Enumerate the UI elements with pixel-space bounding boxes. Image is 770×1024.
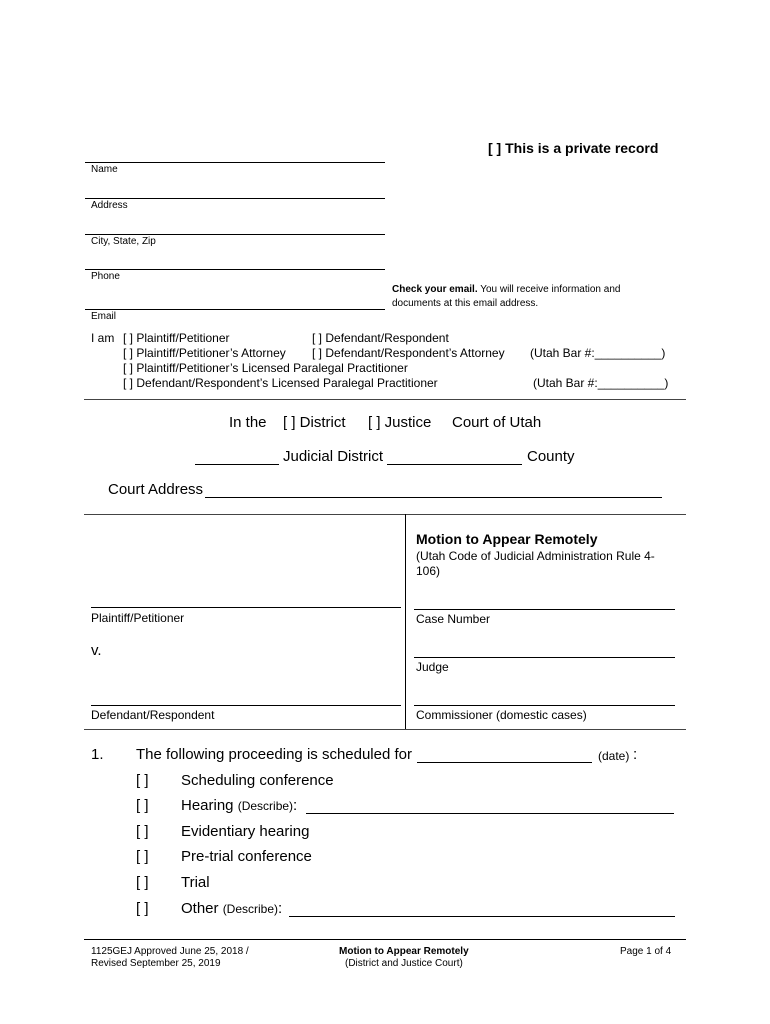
hearing-colon: :	[293, 797, 298, 814]
plaintiff-checkbox[interactable]: [ ]	[123, 331, 134, 345]
hearing-checkbox[interactable]: [ ]	[136, 797, 149, 814]
email-label: Email	[91, 311, 117, 322]
plaintiff-caption-label: Plaintiff/Petitioner	[91, 611, 185, 625]
defendant-caption-label: Defendant/Respondent	[91, 708, 215, 722]
caption-center-divider	[405, 514, 406, 729]
date-colon: :	[633, 746, 638, 763]
utah-bar-number-field[interactable]: (Utah Bar #:__________)	[530, 346, 666, 360]
judicial-district-label: Judicial District	[283, 448, 384, 465]
court-address-label: Court Address	[108, 481, 204, 498]
defendant-attorney-label: Defendant/Respondent’s Attorney	[325, 346, 505, 360]
pre-trial-conference-checkbox[interactable]: [ ]	[136, 848, 149, 865]
defendant-attorney-checkbox[interactable]: [ ]	[312, 346, 323, 360]
email-notice	[392, 284, 620, 295]
other-label-text: Other	[181, 900, 219, 917]
footer-form-number: 1125GEJ Approved June 25, 2018 /	[91, 946, 249, 957]
commissioner-label: Commissioner (domestic cases)	[416, 708, 587, 722]
i-am-row	[312, 346, 505, 360]
defendant-lpp-checkbox[interactable]: [ ]	[123, 376, 134, 390]
defendant-lpp-label: Defendant/Respondent’s Licensed Paralegal Practitioner	[136, 376, 438, 390]
other-colon: :	[278, 900, 283, 917]
motion-title: Motion to Appear Remotely	[416, 531, 598, 547]
motion-subtitle-line2: 106)	[416, 564, 441, 578]
plaintiff-attorney-label: Plaintiff/Petitioner’s Attorney	[136, 346, 286, 360]
i-am-row	[123, 361, 408, 375]
hearing-label	[181, 797, 297, 814]
plaintiff-name-line[interactable]	[91, 607, 401, 608]
defendant-checkbox[interactable]: [ ]	[312, 331, 323, 345]
footer-revision-date: Revised September 25, 2019	[91, 958, 221, 969]
address-line[interactable]	[85, 198, 385, 199]
date-field[interactable]	[417, 762, 592, 763]
district-checkbox[interactable]: [ ] District	[283, 414, 346, 431]
case-number-field[interactable]	[414, 609, 675, 610]
item1-text: The following proceeding is scheduled for	[136, 746, 412, 763]
hearing-description-field[interactable]	[306, 813, 674, 814]
utah-bar-number-field-lpp[interactable]: (Utah Bar #:__________)	[533, 376, 669, 390]
i-am-row	[123, 331, 230, 345]
city-state-zip-label: City, State, Zip	[91, 236, 156, 247]
other-label	[181, 900, 282, 917]
trial-checkbox[interactable]: [ ]	[136, 874, 149, 891]
i-am-row	[123, 376, 438, 390]
scheduling-conference-label: Scheduling conference	[181, 772, 334, 789]
justice-checkbox[interactable]: [ ] Justice	[368, 414, 432, 431]
date-label: (date)	[598, 749, 630, 763]
city-state-zip-line[interactable]	[85, 234, 385, 235]
other-description-field[interactable]	[289, 916, 675, 917]
county-field[interactable]	[387, 464, 522, 465]
defendant-label: Defendant/Respondent	[325, 331, 449, 345]
name-line[interactable]	[85, 162, 385, 163]
phone-line[interactable]	[85, 269, 385, 270]
motion-subtitle-line1: (Utah Code of Judicial Administration Rule 4-	[416, 549, 655, 563]
judge-field[interactable]	[414, 657, 675, 658]
case-number-label: Case Number	[416, 612, 491, 626]
court-address-field[interactable]	[205, 497, 662, 498]
court-of-utah-label: Court of Utah	[452, 414, 542, 431]
email-notice-text: You will receive information and	[477, 284, 621, 295]
trial-label: Trial	[181, 874, 210, 891]
scheduling-conference-checkbox[interactable]: [ ]	[136, 772, 149, 789]
email-notice-line2: documents at this email address.	[392, 298, 539, 309]
address-label: Address	[91, 200, 128, 211]
item-number: 1.	[91, 746, 104, 763]
email-notice-bold: Check your email.	[392, 284, 478, 295]
section-divider	[84, 399, 686, 400]
plaintiff-attorney-checkbox[interactable]: [ ]	[123, 346, 134, 360]
evidentiary-hearing-checkbox[interactable]: [ ]	[136, 823, 149, 840]
private-record-checkbox[interactable]: [ ] This is a private record	[488, 140, 659, 156]
evidentiary-hearing-label: Evidentiary hearing	[181, 823, 310, 840]
i-am-row	[123, 346, 286, 360]
i-am-row	[312, 331, 449, 345]
caption-top-border	[84, 514, 686, 515]
name-label: Name	[91, 164, 118, 175]
i-am-label: I am	[91, 331, 115, 345]
footer-divider	[84, 939, 686, 940]
county-label: County	[527, 448, 575, 465]
phone-label: Phone	[91, 271, 120, 282]
email-line[interactable]	[85, 309, 385, 310]
footer-title: Motion to Appear Remotely	[339, 946, 469, 957]
plaintiff-label: Plaintiff/Petitioner	[136, 331, 230, 345]
plaintiff-lpp-checkbox[interactable]: [ ]	[123, 361, 134, 375]
footer-page-number: Page 1 of 4	[620, 946, 672, 957]
judge-label: Judge	[416, 660, 449, 674]
footer-subtitle: (District and Justice Court)	[345, 958, 463, 969]
versus-label: v.	[91, 642, 102, 659]
judicial-district-field[interactable]	[195, 464, 279, 465]
hearing-label-text: Hearing	[181, 797, 234, 814]
defendant-name-line[interactable]	[91, 705, 401, 706]
caption-bottom-border	[84, 729, 686, 730]
pre-trial-conference-label: Pre-trial conference	[181, 848, 312, 865]
hearing-describe: (Describe)	[237, 799, 294, 813]
in-the-label: In the	[229, 414, 267, 431]
other-describe: (Describe)	[222, 902, 279, 916]
plaintiff-lpp-label: Plaintiff/Petitioner’s Licensed Paralegal Practitioner	[136, 361, 408, 375]
other-checkbox[interactable]: [ ]	[136, 900, 149, 917]
commissioner-field[interactable]	[414, 705, 675, 706]
